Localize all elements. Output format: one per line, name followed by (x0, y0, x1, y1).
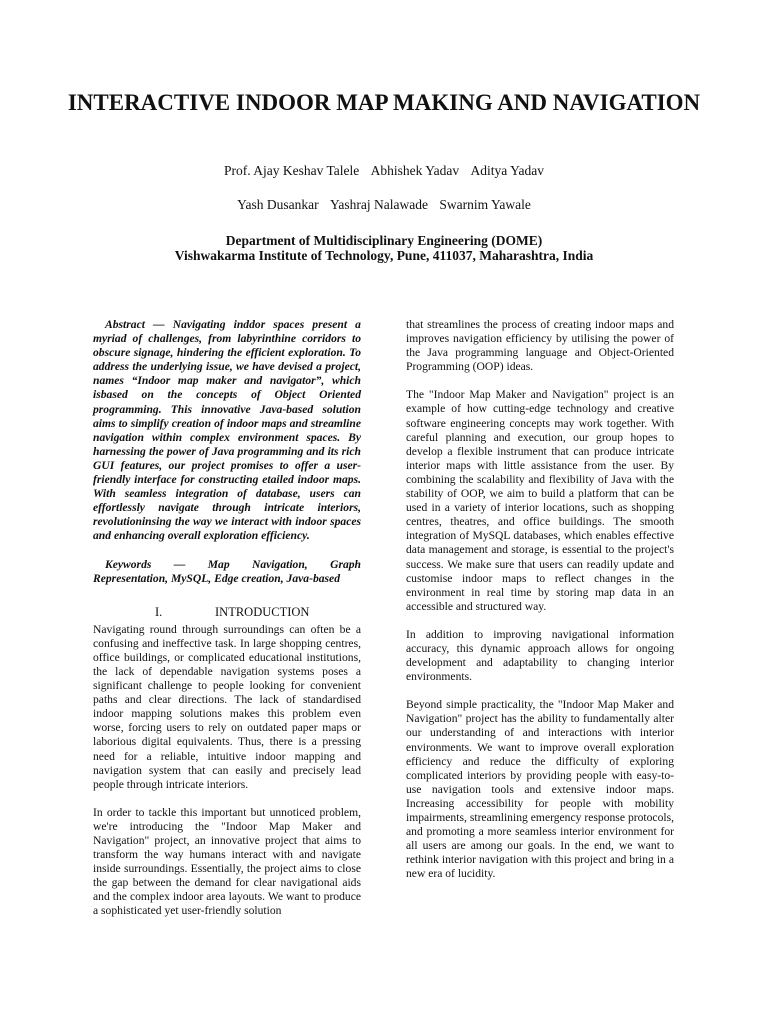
abstract-dash: — (153, 318, 165, 331)
section-title: INTRODUCTION (215, 604, 310, 619)
author-line-1 (60, 163, 708, 179)
left-column (93, 318, 361, 933)
keywords (93, 558, 361, 586)
author-name: Aditya Yadav (470, 163, 545, 178)
author-name: Yash Dusankar (237, 197, 319, 212)
author-name: Abhishek Yadav (370, 163, 460, 178)
paragraph: that streamlines the process of creating indoor maps and improves navigation efficiency by utilising the power of the Java programming language and Object-Oriented Programming (OOP) ideas. (406, 318, 674, 374)
author-name: Prof. Ajay Keshav Talele (223, 163, 360, 178)
paragraph: Beyond simple practicality, the "Indoor Map Maker and Navigation" project has the ability to fundamentally alter our understanding of and interactions with interior environments. We want to improve overall exploration efficiency and reduce the difficulty of exploring complicated interiors by providing people with easy-to-use navigation tools and extensive indoor maps. Increasing accessibility for people with mobility impairments, streamlining emergency response protocols, and promoting a more seamless interior environment for all users are among our goals. In the end, we want to rethink interior navigation with this project and bring in a new era of lucidity. (406, 698, 674, 881)
page-title: INTERACTIVE INDOOR MAP MAKING AND NAVIGATION (67, 90, 701, 115)
paragraph: Navigating round through surroundings can often be a confusing and ineffective task. In large shopping centres, office buildings, or complicated educational institutions, the lack of dependable navigation systems poses a significant challenge to people looking for convenient paths and clear directions. The lack of standardised indoor mapping solutions makes this problem even worse, forcing users to rely on outdated paper maps or laborious digital equivalents. Thus, there is a pressing need for a reliable, intuitive indoor mapping and navigation system that can easily and precisely lead people through intricate interiors. (93, 622, 361, 791)
keywords-dash: — (173, 557, 186, 571)
abstract (93, 318, 361, 544)
affiliation-department: Department of Multidisciplinary Engineering (DOME) (225, 233, 543, 248)
abstract-text: Navigating inddor spaces present a myriad of challenges, from labyrinthine corridors to obscure signage, hindering the efficient exploration. To address the underlying issue, we have devised a project, names “Indoor map maker and navigator”, which isbased on the concepts of Object Oriented programming. This innovative Java-based solution aims to simplify creation of indoor maps and streamline navigation within complex environment spaces. By harnessing the power of Java programming and its rich GUI features, our project promises to offer a user-friendly interface for constructing etailed indoor maps. With seamless integration of database, users can effortlessly navigate through intricate interiors, revolutioninsing the way we interact with indoor spaces and enhancing overall exploration efficiency. (93, 318, 361, 543)
section-number: I. (155, 604, 163, 619)
right-column (406, 318, 674, 895)
author-name: Swarnim Yawale (439, 197, 531, 212)
keywords-text: Map Navigation, Graph Representation, MySQL, Edge creation, Java-based (93, 557, 361, 585)
author-name: Yashraj Nalawade (330, 197, 428, 212)
abstract-label: Abstract (105, 318, 145, 331)
section-heading-introduction (93, 604, 361, 620)
author-line-2 (60, 197, 708, 213)
paragraph: In addition to improving navigational information accuracy, this dynamic approach allows for ongoing development and adaptability to changing interior environments. (406, 627, 674, 684)
paragraph: The "Indoor Map Maker and Navigation" project is an example of how cutting-edge technology and creative software engineering concepts may work together. With careful planning and execution, our group hopes to develop a flexible instrument that can produce intricate interior maps with little assistance from the user. By combining the scalability and flexibility of Java with the stability of OOP, we aim to build a platform that can be used in a variety of interior locations, such as shopping centres, theatres, and office buildings. The smooth integration of MySQL databases, which enables effective data management and storage, is essential to the project's success. We make sure that users can readily update and customise indoor maps to reflect changes in the environment in real time by storing map data in an accessible and structured way. (406, 388, 674, 613)
affiliation-institute: Vishwakarma Institute of Technology, Pune, 411037, Maharashtra, India (174, 248, 594, 263)
keywords-label: Keywords (105, 557, 152, 571)
paragraph: In order to tackle this important but unnoticed problem, we're introducing the "Indoor Map Maker and Navigation" project, an innovative project that aims to transform the way humans interact with and navigate inside surroundings. Essentially, the project aims to close the gap between the demand for clear navigational aids and the complex indoor area layouts. We want to produce a sophisticated yet user-friendly solution (93, 805, 361, 918)
